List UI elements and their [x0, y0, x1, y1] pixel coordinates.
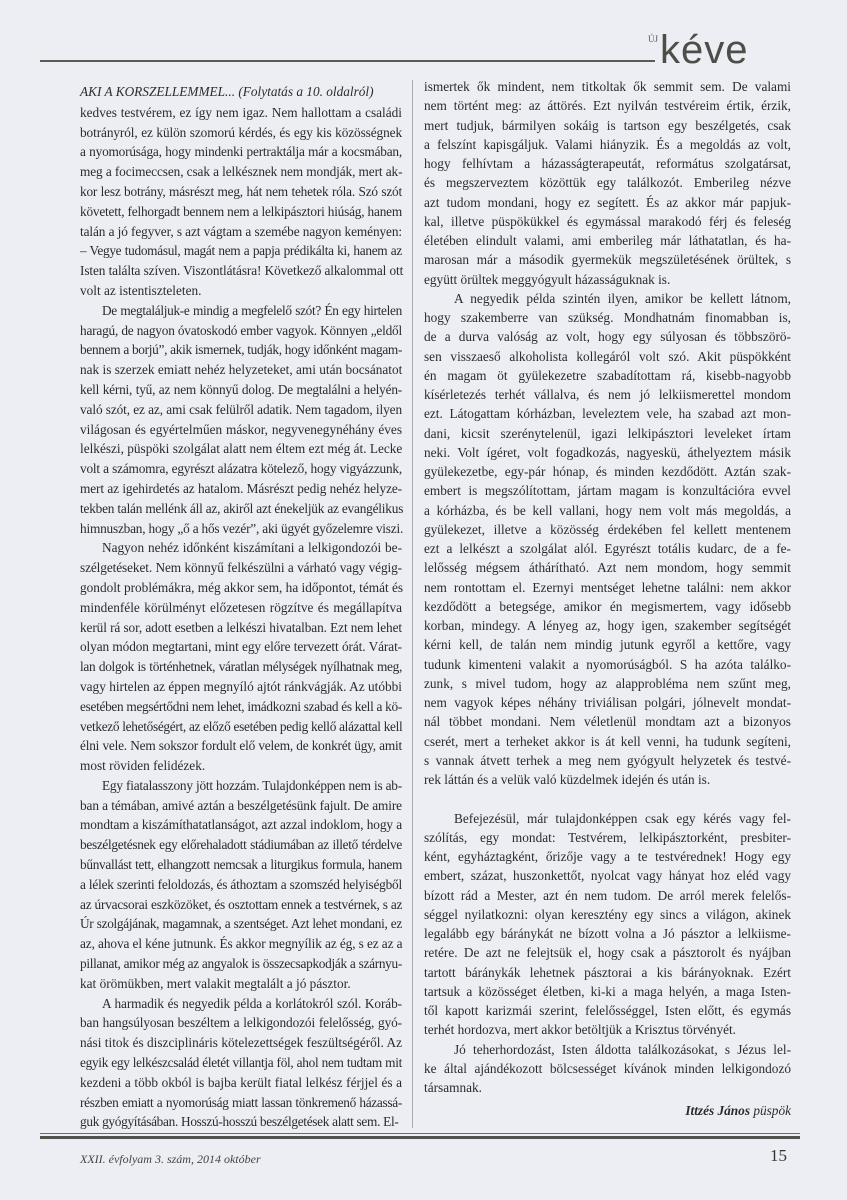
text-line: ismertek ők mindent, nem titkoltak ők semmit sem. De valami [424, 79, 791, 94]
magazine-logo: kéve [660, 28, 749, 72]
text-line: ban a témában, amivé aztán a beszélgetésünk fajult. De amire [80, 797, 402, 813]
signature [424, 1101, 791, 1120]
text-line: én magam öt gyülekezetre szabadítottam rá, kisebb-nagyobb [424, 367, 791, 383]
text-line: kezdeni a több okból is bajba került fiatal lelkész férjjel és a [80, 1074, 402, 1090]
text-line: ban hangsúlyosan beszéltem a lelkigondozói felelősség, gyó- [80, 1015, 402, 1031]
text-line: az úrvacsorai eszközöket, és osztottam ennek a testvérnek, s az [80, 896, 403, 912]
text-line: ként, egyháztagként, őrizője vagy a te testvérednek! Hogy egy [424, 849, 791, 864]
text-line: mindenféle körülményt előzetesen rögzítve és megállapítva [80, 599, 402, 615]
text-line: dani, kicsit szerénytelenül, igazi lelkipásztori leveleket írtam [424, 425, 791, 441]
text-line: mondtam a kiszámíthatatlanságot, azt azzal indoklom, hogy a [80, 817, 402, 833]
text-line: himnuszban, hogy „ő a hős vezér”, aki ügyét győzelemre viszi. [80, 520, 404, 536]
text-line: való szót, ez az, ami csak felülről adatik. Nem tagadom, ilyen [80, 401, 402, 417]
text-line: nak is szerzek emiatt nehéz helyzeteket, ami után bocsánatot [80, 362, 403, 378]
text-line: s vannak átvett terhek a meg nem gyógyult helyzetek és testvé- [424, 752, 791, 768]
text-line: kedves testvérem, ez így nem igaz. Nem hallottam a családi [80, 104, 402, 120]
signature-name: Ittzés János [685, 1103, 750, 1119]
text-line: a kórházba, és be kell vallani, hogy nem volt más megoldás, a [424, 502, 791, 518]
text-line: olyan módon megtartani, mint egy előre tervezett órát. Várat- [80, 639, 402, 655]
text-line: terhét hordozva, mert akkor betöltjük a Krisztus törvényét. [424, 1022, 737, 1038]
text-line: Jó teherhordozást, Isten áldotta találkozásokat, s Jézus lel- [454, 1041, 791, 1057]
text-line: kísérletezés terhét vállalva, és nem jó lelkiismerettel mondom [424, 387, 791, 402]
text-line: kerül rá sor, adott esetben a lelkészi hivatalban. Ezt nem lehet [80, 619, 402, 635]
text-line: lelősség mégsem áthárítható. Azt nem mondom, hogy semmit [424, 560, 791, 576]
paragraph [424, 1040, 791, 1098]
text-line: vagy hirtelen az éppen megnyíló ajtót ránkvágják. Az utóbbi [80, 678, 402, 694]
text-line: kal, illetve püspökükkel és egymással marakodó férj és feleség [424, 213, 791, 229]
text-line: Egy fiatalasszony jött hozzám. Tulajdonképpen nem is ab- [102, 777, 402, 793]
text-line: hogy felhívtam a házasságterapeutát, református szolgatársat, [424, 156, 791, 171]
text-line: kérni kell, de talán nem mindig jutunk egyről a kettőre, vagy [424, 637, 791, 653]
text-line: meg a focimeccsen, csak a lelkésznek nem mondják, mert ak- [80, 164, 403, 180]
text-line: társamnak. [424, 1080, 482, 1095]
text-line: Úr szolgájának, magamnak, a szentséget. Azt lehet mondani, ez [80, 916, 402, 932]
paragraph [424, 809, 791, 1040]
right-column [424, 77, 791, 1121]
text-line: tekben talán mellénk áll az, akiről azt énekeljük az evangélikus [80, 500, 404, 516]
text-line: követett, felhorgadt bennem nem a lelkipásztori hiúság, hanem [80, 203, 402, 219]
text-line: A negyedik példa szintén ilyen, amikor be kellett látnom, [454, 290, 791, 306]
text-line: botrányról, ez külön szomorú kérdés, és egy kis közösségnek [80, 124, 402, 140]
text-line: kell kérni, tyű, az nem könnyű dolog. De megtalálni a helyén- [80, 381, 402, 397]
column-divider [412, 80, 413, 1128]
text-line: a felszínt kapisgáljuk. Valami hiányzik. És a megoldás az volt, [424, 136, 791, 152]
footer-rule-thick [40, 1136, 800, 1139]
text-line: – Vegye tudomásul, magát nem a papja prédikálta ki, hanem az [80, 243, 402, 259]
text-line: a nyomorúsága, hogy mindenki pertraktálja már a kocsmában, [80, 144, 402, 160]
text-line: De megtaláljuk-e mindig a megfelelő szót? Én egy hirtelen [102, 302, 402, 318]
text-line: bennem a borjú”, akik ismernek, tudják, hogy időnként magam- [80, 342, 403, 358]
paragraph [80, 776, 402, 994]
paragraph [424, 289, 791, 790]
text-line: mert az igehirdetés az hatalom. Másrészt pedig nehéz helyze- [80, 480, 402, 496]
text-line: nál többet mondani. Nem véletlenül mondtam azt a bizonyos [424, 714, 791, 730]
header-rule [40, 60, 655, 62]
text-line: de a durva valóság az volt, hogy egy súlyosan és többszörö- [424, 329, 791, 345]
text-line: guk gyógyításában. Hosszú-hosszú beszélgetések alatt sem. El- [80, 1114, 399, 1130]
text-line: marosan már a második gyermekük megszületésének örültek, s [424, 252, 791, 268]
text-line: retére. De azt ne felejtsük el, hogy csak a pásztorolt és nyájban [424, 945, 791, 961]
text-line: élni vele. Nem sokszor fordult elő velem, de konkrét ügy, amit [80, 738, 402, 754]
text-line: talán a jó fegyver, s azt vágtam a szemébe nagyon keményen: [80, 223, 402, 239]
text-line: kezdődött a betegsége, amikor én megismertem, vagy idősebb [424, 598, 791, 614]
text-line: lan dolgok is történhetnek, váratlan mélységek nyílhatnak meg, [80, 659, 402, 675]
text-line: ezt. Látogattam kórházban, leveleztem vele, ha szabad azt mon- [424, 406, 791, 422]
paragraph-gap [424, 789, 791, 808]
text-line: lelkészi, püspöki szolgálat alatt nem éltem ezt még át. Lecke [80, 441, 403, 457]
right-column-body [424, 77, 791, 1097]
text-line: vetkező lehetőségért, az előző esetében pedig kellő alázattal kell [80, 718, 403, 734]
text-line: nási titok és diszciplináris kötelezettségek feszültségéről. Az [80, 1035, 402, 1051]
text-line: nem vagyok képes néhány triviálisan polgári, jólnevelt mondat- [424, 695, 791, 710]
paragraph [424, 77, 791, 289]
text-line: ezt a lelkészt a szolgálat alól. Egyrészt totális kudarc, de a fe- [424, 541, 791, 556]
text-line: esetében megsértődni nem lehet, imádkozni szabad és kell a kö- [80, 698, 402, 714]
text-line: haragú, de nagyon óvatoskodó ember vagyok. Könnyen „eldől [80, 322, 402, 338]
text-line: Isten találta szíven. Viszontlátásra! Következő alkalommal ott [80, 263, 404, 279]
text-line: azt tudom mondani, hogy ez segített. És az akkor már papjuk- [424, 194, 791, 210]
text-line: ke által ajándékozott bölcsességet kívánok minden lelkigondozó [424, 1060, 791, 1076]
text-line: nem történt meg: az áttörés. Ezt nyilván testvéreim értik, érzik, [424, 98, 791, 114]
text-line: embert is megszólítottam, jártam magam is konzultációra evvel [424, 483, 791, 499]
text-line: szélgetéseket. Nem könnyű felkészülni a várható vagy végig- [80, 560, 402, 576]
text-line: cserét, mert a terheket akkor is át kell venni, ha tudunk segíteni, [424, 733, 791, 749]
issue-info: XXII. évfolyam 3. szám, 2014 október [80, 1152, 261, 1166]
text-line: neki. Volt ígéret, volt fogadkozás, nagyeskü, áthelyeztem másik [424, 444, 791, 460]
text-line: embert, százat, huszonkettőt, nyolcat vagy hányat hoz eléd vagy [424, 868, 791, 884]
text-line: tartott báránykák lehetnek pásztorai a kis bárányoknak. Ezért [424, 964, 791, 980]
text-line: és megszerveztem közöttük egy találkozót. Emberileg nézve [424, 175, 791, 191]
text-line: szólítás, egy mondat: Testvérem, lelkipásztorként, presbiter- [424, 829, 791, 845]
text-line: gondolt problémákra, még akkor sem, ha időpontot, témát és [80, 579, 404, 595]
text-line: től kapott karizmái szerint, felelősséggel, Isten előtt, és egymás [424, 1003, 791, 1018]
text-line: bízott rád a Mester, azt én nem tudom. De arról merek felelős- [424, 887, 791, 903]
text-line: pillanat, amikor még az angyalok is összecsapkodják a szárnyu- [80, 956, 402, 972]
left-column-body [80, 103, 402, 1132]
text-line: A harmadik és negyedik példa a korlátokról szól. Koráb- [102, 995, 402, 1011]
text-line: Nagyon nehéz időnként kiszámítani a lelkigondozói be- [102, 540, 402, 556]
continuation-heading: AKI A KORSZELLEMMEL... (Folytatás a 10. oldalról) [80, 84, 374, 99]
text-line: rek láttán és a velük való küzdelmek idején és után is. [424, 772, 711, 787]
text-line: világosan és egyértelműen máskor, negyvenegynéhány éves [80, 421, 402, 437]
footer-rule-thin [40, 1133, 800, 1134]
text-line: együtt örültek meggyógyult házasságuknak is. [424, 271, 671, 287]
text-line: részben emiatt a nyomorúság miatt lassan tönkremenő házassá- [80, 1094, 402, 1110]
text-line: az, ahova el kéne jutnunk. És akkor megnyílik az ég, s ez az a [80, 936, 403, 952]
text-line: volt a számomra, egyrészt alázatra kötelező, hogy vigyázzunk, [80, 461, 402, 477]
text-line: életében elindult valami, ami emberileg már láthatatlan, és ha- [424, 233, 791, 248]
text-line: kat örömükben, mert valakit megtalált a jó pásztor. [80, 975, 351, 991]
text-line: bűnvallást tett, elhangzott nemcsak a liturgikus formula, hanem [80, 857, 402, 873]
text-line: korban, mindegy. A lényeg az, hogy igen, szakember segítségét [424, 618, 791, 633]
text-line: gyülekezet, illetve a közösség érdekében fel kellett mentenem [424, 521, 791, 537]
text-line: beszélgetésnek egy előrehaladott stádiumában az illető térdelve [80, 837, 402, 853]
text-line: a lélek szerinti feloldozás, és áthoztam a szomszéd helyiségből [80, 876, 402, 892]
text-line: volt az istentiszteleten. [80, 282, 202, 298]
paragraph [80, 301, 402, 539]
text-line: tartsuk a közösséget életben, ki-ki a maga helyén, a maga Isten- [424, 983, 791, 999]
paragraph [80, 103, 402, 301]
paragraph [80, 994, 402, 1133]
text-line: Befejezésül, már tulajdonképpen csak egy kérés vagy fel- [454, 810, 791, 826]
text-line: zunk, s mivel tudom, hogy az alapprobléma nem szűnt meg, [424, 675, 791, 691]
text-line: most röviden felidézek. [80, 758, 206, 774]
logo-prefix: ÚJ [648, 34, 659, 44]
page-number: 15 [770, 1146, 787, 1165]
text-line: tudunk kimenteni valakit a nyomorúságból. S ha azóta találko- [424, 656, 791, 672]
text-line: kor lesz botrány, másrészt meg, hát nem tehetek róla. Szó szót [80, 183, 402, 199]
text-line: séggel nyilatkozni: olyan keresztény egy sincs a világon, akinek [424, 906, 791, 922]
text-line: sen visszaeső alkoholista kollegáról volt szó. Akit püspökként [424, 348, 791, 364]
text-line: legalább egy báránykát ne bízott volna a Jó pásztor a lelkiisme- [424, 926, 791, 941]
left-column [80, 82, 402, 1132]
paragraph [80, 538, 402, 776]
text-line: egyik egy lelkészcsalád életét villantja föl, ahol nem tudtam mit [80, 1055, 402, 1071]
text-line: hogy szakemberre van szükség. Mondhatnám finomabban is, [424, 310, 791, 325]
text-line: gyülekezetbe, egy-pár hónap, és minden kezdődött. Aztán szak- [424, 464, 791, 479]
signature-title: püspök [753, 1103, 791, 1119]
text-line: nem rontottam el. Ezernyi mentséget lehetne találni: nem akkor [424, 579, 791, 595]
text-line: mert tudjuk, bármilyen sokáig is tartson egy beszélgetés, csak [424, 117, 791, 133]
